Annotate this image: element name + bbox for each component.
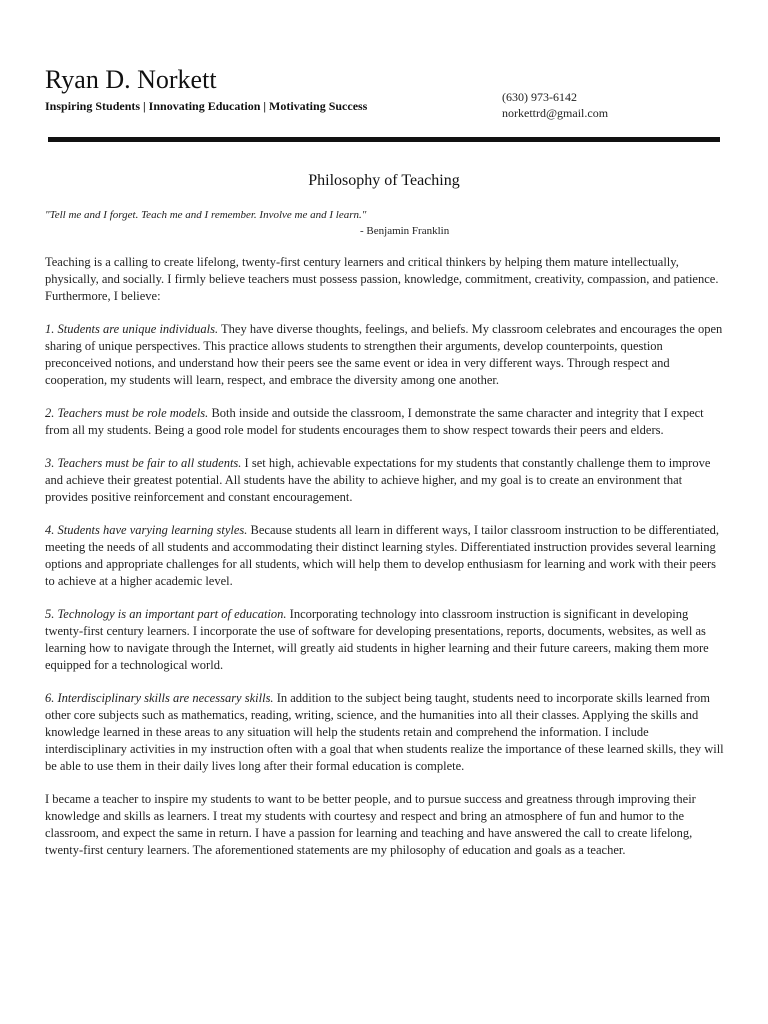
belief-heading: 4. Students have varying learning styles.: [45, 523, 248, 537]
belief-heading: 6. Interdisciplinary skills are necessary skills.: [45, 691, 274, 705]
belief-paragraph-1: [45, 321, 725, 389]
belief-heading: 1. Students are unique individuals.: [45, 322, 219, 336]
epigraph-author: - Benjamin Franklin: [360, 225, 450, 237]
belief-heading: 5. Technology is an important part of education.: [45, 607, 287, 621]
belief-text: I set high, achievable expectations for my students that constantly challenge them to improve and achieve their greatest potential. All students have the ability to achieve higher, and my goal is to create an environment that provides positive reinforcement and constant encouragement.: [45, 456, 711, 504]
belief-paragraph-3: [45, 455, 725, 506]
closing-paragraph: I became a teacher to inspire my students to want to be better people, and to pursue success and greatness through improving their knowledge and skills as learners. I treat my students with courtesy and respect and bring an atmosphere of fun and humor to the classroom, and expect the same in return. I have a passion for learning and teaching and have answered the call to create lifelong, twenty-first century learners. The aforementioned statements are my philosophy of education and goals as a teacher.: [45, 792, 696, 857]
belief-text: Incorporating technology into classroom instruction is significant in developing twenty-first century learners. I incorporate the use of software for developing presentations, reports, documents, websites, as well as learning how to navigate through the Internet, will greatly aid students in higher learning and their future careers, making them more equipped for a technological world.: [45, 607, 709, 672]
email-address: norkettrd@gmail.com: [502, 106, 609, 120]
author-name: Ryan D. Norkett: [45, 65, 217, 94]
intro-paragraph: Teaching is a calling to create lifelong, twenty-first century learners and critical thinkers by helping them mature intellectually, physically, and socially. I firmly believe teachers must possess passion, knowledge, commitment, creativity, compassion, and patience. Furthermore, I believe:: [45, 255, 719, 303]
belief-paragraph-6: [45, 690, 725, 775]
belief-text: In addition to the subject being taught, students need to incorporate skills learned from other core subjects such as mathematics, reading, writing, science, and the humanities into all their classes. Applying the skills and knowledge learned in these areas to any situation will help the students retain and comprehend the information. I include interdisciplinary activities in my instruction often with a goal that when students realize the importance of these learned skills, they will be able to use them in their daily lives long after their formal education is complete.: [45, 691, 724, 773]
belief-text: Both inside and outside the classroom, I demonstrate the same character and integrity that I expect from all my students. Being a good role model for students encourages them to show respect towards their peers and elders.: [45, 406, 704, 437]
belief-paragraph-2: [45, 405, 725, 439]
contact-info: [502, 89, 608, 121]
epigraph-quote: "Tell me and I forget. Teach me and I remember. Involve me and I learn.": [45, 209, 367, 221]
belief-text: Because students all learn in different ways, I tailor classroom instruction to be differentiated, meeting the needs of all students and accommodating their distinct learning styles. Differentiated instruction provides several learning options and appropriate challenges for all students, which will help them to develop enthusiasm for learning and work with their peers to achieve at a higher academic level.: [45, 523, 720, 588]
belief-paragraph-4: [45, 522, 725, 590]
belief-heading: 2. Teachers must be role models.: [45, 406, 209, 420]
header-divider: [48, 137, 720, 142]
page-title: Philosophy of Teaching: [308, 172, 460, 189]
belief-heading: 3. Teachers must be fair to all students.: [45, 456, 242, 470]
belief-paragraph-5: [45, 606, 725, 674]
document-body: [45, 254, 725, 875]
phone-number: (630) 973-6142: [502, 90, 577, 104]
tagline: Inspiring Students | Innovating Education | Motivating Success: [45, 99, 368, 113]
belief-text: They have diverse thoughts, feelings, and beliefs. My classroom celebrates and encourages the open sharing of unique perspectives. This practice allows students to strengthen their arguments, develop counterpoints, question preconceived notions, and understand how their peers see the same event or idea in very different ways. Through respect and cooperation, my students will learn, respect, and embrace the diversity among one another.: [45, 322, 723, 387]
